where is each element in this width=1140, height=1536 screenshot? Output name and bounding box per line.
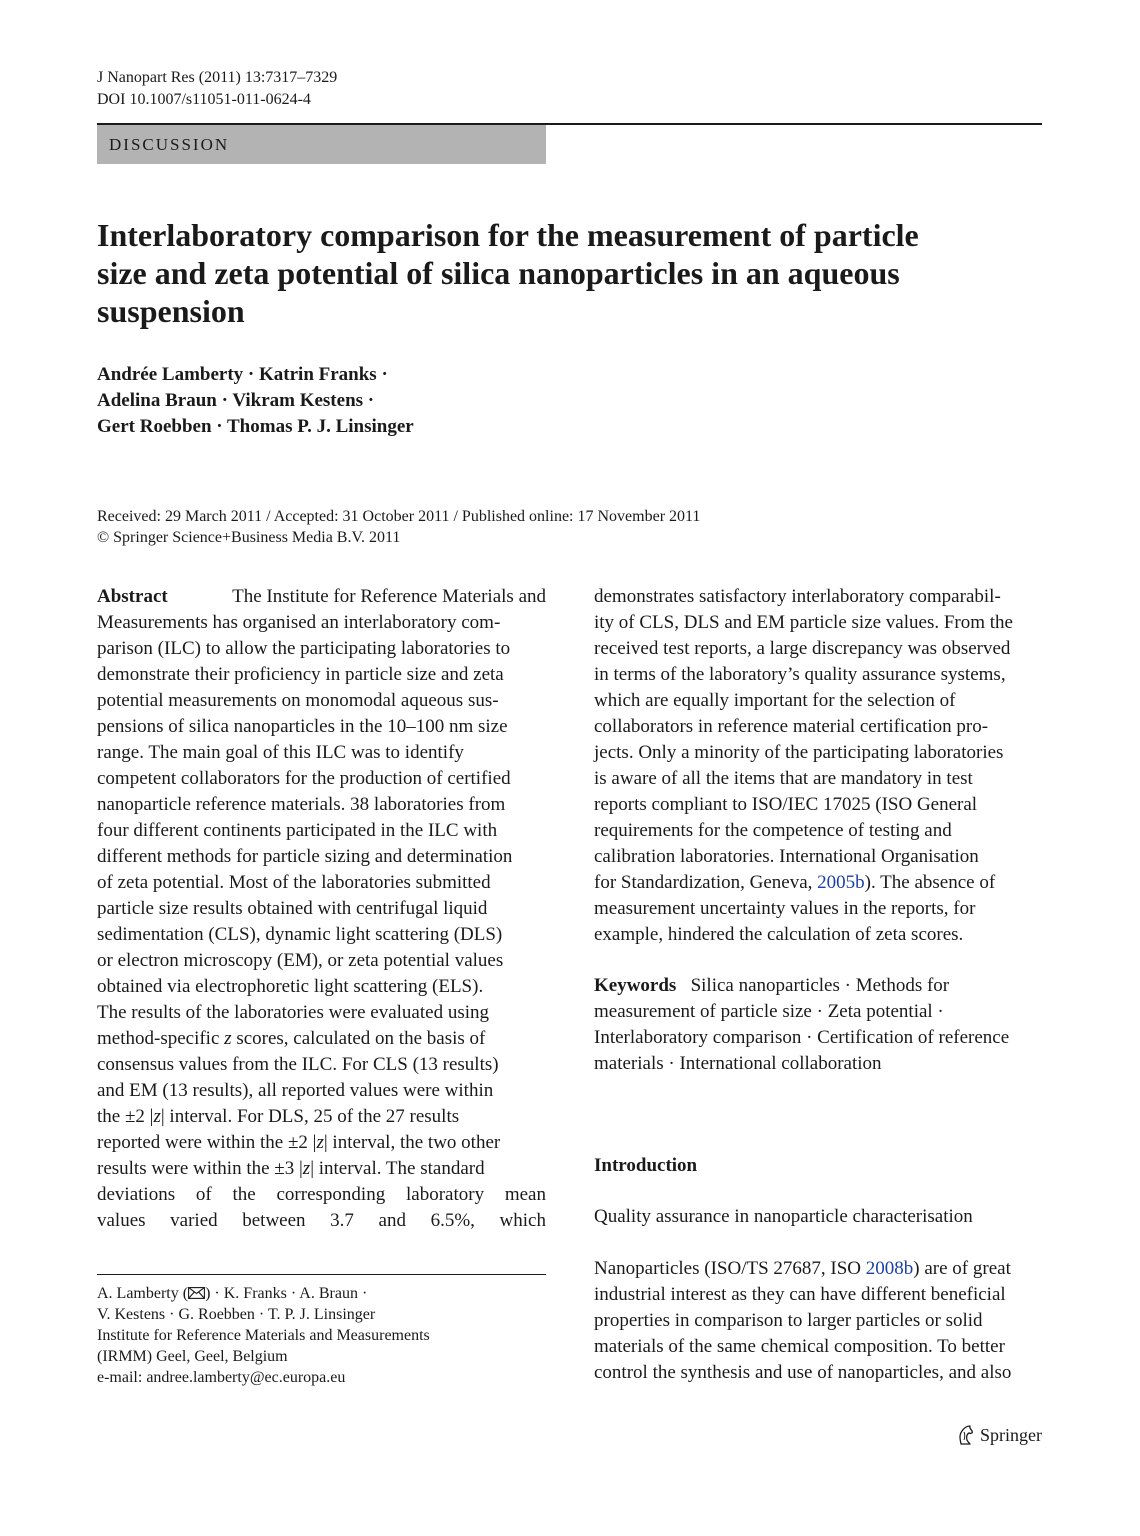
abstract-line: Measurements has organised an interlaboratory com-: [97, 612, 501, 633]
publisher-name: Springer: [980, 1425, 1042, 1445]
abstract-line: example, hindered the calculation of zeta scores.: [594, 924, 964, 945]
abstract-line: results were within the ±3 |z| interval. The standard: [97, 1158, 485, 1179]
footnote-authors: V. Kestens · G. Roebben · T. P. J. Linsinger: [97, 1306, 376, 1323]
keywords-label: Keywords: [594, 975, 677, 996]
abstract-line: and EM (13 results), all reported values were within: [97, 1080, 494, 1101]
intro-line: properties in comparison to larger particles or solid: [594, 1310, 983, 1331]
abstract-line: potential measurements on monomodal aqueous sus-: [97, 690, 499, 711]
abstract-line: is aware of all the items that are mandatory in test: [594, 768, 973, 789]
abstract-line: consensus values from the ILC. For CLS (13 results): [97, 1054, 499, 1075]
footnote-rule: [97, 1274, 546, 1275]
abstract-line: in terms of the laboratory’s quality assurance systems,: [594, 664, 1006, 685]
abstract-line: reported were within the ±2 |z| interval, the two other: [97, 1132, 501, 1153]
author-list: [97, 362, 414, 440]
springer-horse-icon: [956, 1424, 976, 1446]
abstract-line: deviations of the corresponding laboratory mean: [97, 1184, 546, 1205]
author-line: Adelina Braun · Vikram Kestens ·: [97, 390, 375, 411]
author-line: Gert Roebben · Thomas P. J. Linsinger: [97, 416, 414, 437]
abstract-line: range. The main goal of this ILC was to identify: [97, 742, 464, 763]
abstract-line: requirements for the competence of testing and: [594, 820, 952, 841]
abstract-line: sedimentation (CLS), dynamic light scattering (DLS): [97, 924, 503, 945]
abstract-line: four different continents participated in the ILC with: [97, 820, 498, 841]
abstract-line: reports compliant to ISO/IEC 17025 (ISO General: [594, 794, 978, 815]
abstract-line: measurement uncertainty values in the reports, for: [594, 898, 976, 919]
keywords: Keywords Silica nanoparticles · Methods for measurement of particle size · Zeta potential · Interlaboratory comparison · Certification of reference materials · International collaboration: [594, 973, 1042, 1077]
introduction-text: Nanoparticles (ISO/TS 27687, ISO 2008b) are of great industrial interest as they can have different beneficial properties in comparison to larger particles or solid materials of the same chemical composition. To better control the synthesis and use of nanoparticles, and also: [594, 1256, 1042, 1386]
introduction-subheading: Quality assurance in nanoparticle characterisation: [594, 1206, 973, 1227]
section-label: DISCUSSION: [97, 125, 546, 164]
doi: DOI 10.1007/s11051-011-0624-4: [97, 91, 311, 108]
affiliation-footnote: A. Lamberty ( ) · K. Franks · A. Braun · V. Kestens · G. Roebben · T. P. J. Linsinger Institute for Reference Materials and Measurements (IRMM) Geel, Geel, Belgium e-mail: andree.lamberty@ec.europa.eu: [97, 1285, 430, 1386]
abstract-line: nanoparticle reference materials. 38 laboratories from: [97, 794, 506, 815]
abstract-line: for Standardization, Geneva, 2005b). The absence of: [594, 872, 996, 893]
abstract-line: or electron microscopy (EM), or zeta potential values: [97, 950, 504, 971]
title-line: suspension: [97, 293, 245, 329]
abstract-line: demonstrate their proficiency in particle size and zeta: [97, 664, 504, 685]
intro-line: materials of the same chemical composition. To better: [594, 1336, 1005, 1357]
abstract-line: competent collaborators for the production of certified: [97, 768, 511, 789]
abstract-line: of zeta potential. Most of the laboratories submitted: [97, 872, 491, 893]
abstract-line: method-specific z scores, calculated on the basis of: [97, 1028, 486, 1049]
abstract-line: collaborators in reference material certification pro-: [594, 716, 989, 737]
intro-line: industrial interest as they can have different beneficial: [594, 1284, 1006, 1305]
abstract-line: different methods for particle sizing and determination: [97, 846, 513, 867]
keywords-line: Interlaboratory comparison · Certification of reference: [594, 1027, 1010, 1048]
abstract-line: obtained via electrophoretic light scattering (ELS).: [97, 976, 484, 997]
abstract-label: Abstract: [97, 586, 168, 607]
abstract-line: jects. Only a minority of the participating laboratories: [594, 742, 1004, 763]
envelope-icon: [188, 1287, 205, 1299]
footnote-institute: Institute for Reference Materials and Measurements: [97, 1327, 430, 1344]
footnote-email: e-mail: andree.lamberty@ec.europa.eu: [97, 1369, 346, 1386]
received-accepted-published: Received: 29 March 2011 / Accepted: 31 October 2011 / Published online: 17 November 2011: [97, 508, 701, 525]
author-line: Andrée Lamberty · Katrin Franks ·: [97, 364, 388, 385]
abstract-line: particle size results obtained with centrifugal liquid: [97, 898, 488, 919]
publication-dates: [97, 506, 700, 548]
journal-reference: [97, 67, 337, 111]
publisher-logo: [956, 1423, 1042, 1447]
intro-line: control the synthesis and use of nanoparticles, and also: [594, 1362, 1012, 1383]
keywords-line: materials · International collaboration: [594, 1053, 882, 1074]
abstract-right-column: [594, 584, 1042, 948]
keywords-line: measurement of particle size · Zeta potential ·: [594, 1001, 944, 1022]
abstract-line: which are equally important for the selection of: [594, 690, 956, 711]
abstract-left-column: [97, 584, 546, 1234]
copyright: © Springer Science+Business Media B.V. 2011: [97, 529, 401, 546]
paper-title: [97, 216, 997, 330]
abstract-line: pensions of silica nanoparticles in the 10–100 nm size: [97, 716, 508, 737]
footnote-location: (IRMM) Geel, Geel, Belgium: [97, 1348, 288, 1365]
abstract-line: received test reports, a large discrepancy was observed: [594, 638, 1011, 659]
abstract-line: The results of the laboratories were evaluated using: [97, 1002, 489, 1023]
abstract-line: ity of CLS, DLS and EM particle size values. From the: [594, 612, 1013, 633]
journal-citation: J Nanopart Res (2011) 13:7317–7329: [97, 69, 338, 86]
citation-link-2008b[interactable]: 2008b: [865, 1258, 914, 1279]
abstract-line: demonstrates satisfactory interlaboratory comparabil-: [594, 586, 1001, 607]
abstract-line: Abstract The Institute for Reference Materials and: [97, 586, 546, 607]
abstract-line: the ±2 |z| interval. For DLS, 25 of the 27 results: [97, 1106, 460, 1127]
introduction-heading: Introduction: [594, 1155, 698, 1176]
citation-link-2005b[interactable]: 2005b: [817, 872, 865, 893]
title-line: size and zeta potential of silica nanoparticles in an aqueous: [97, 255, 900, 291]
title-line: Interlaboratory comparison for the measurement of particle: [97, 217, 919, 253]
abstract-line: parison (ILC) to allow the participating laboratories to: [97, 638, 511, 659]
abstract-line: calibration laboratories. International Organisation: [594, 846, 979, 867]
abstract-line: values varied between 3.7 and 6.5%, which: [97, 1210, 546, 1231]
